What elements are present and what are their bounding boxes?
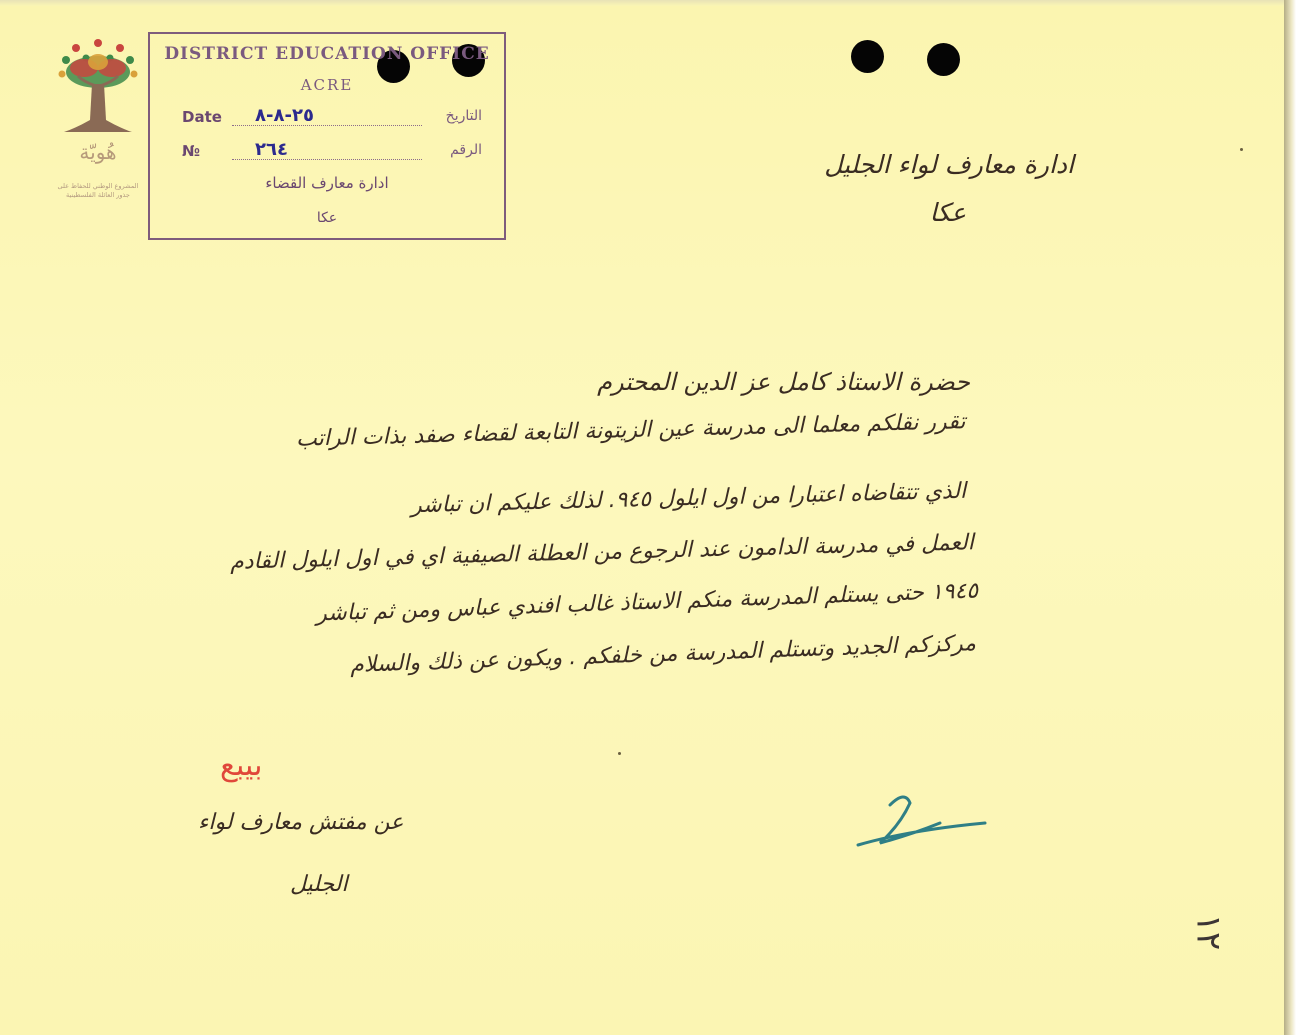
stamp-number-row <box>180 139 484 168</box>
paper-speck <box>618 752 621 755</box>
page-top-edge <box>0 0 1296 6</box>
logo-subtitle-line: جذور العائلة الفلسطينية <box>66 191 130 199</box>
office-stamp <box>148 32 506 240</box>
letter-header-city: عكا <box>929 198 966 227</box>
stamp-date-value: ٢٥-٨-٨ <box>255 105 314 126</box>
letter-header-office: ادارة معارف لواء الجليل <box>824 150 1074 179</box>
letter-body-line: الذي تتقاضاه اعتبارا من اول ايلول ٩٤٥. لذلك عليكم ان تباشر <box>410 478 967 519</box>
stamp-number-value: ٢٦٤ <box>255 139 288 160</box>
logo-name: هُويّة <box>79 140 117 164</box>
stamp-title: DISTRICT EDUCATION OFFICE <box>164 44 490 64</box>
signatory-district: الجليل <box>290 872 348 897</box>
stamp-city: ACRE <box>300 76 354 94</box>
stamp-number-label: № <box>182 142 201 160</box>
letter-body-line: تقرر نقلكم معلما الى مدرسة عين الزيتونة التابعة لقضاء صفد بذات الراتب <box>296 409 967 452</box>
stamp-city-arabic: عكا <box>316 210 338 226</box>
red-ink-mark: بيبع <box>220 748 263 783</box>
punch-hole <box>851 40 884 73</box>
logo-subtitle <box>40 182 156 200</box>
stamp-date-label: Date <box>182 108 222 126</box>
page-right-edge <box>1284 0 1296 1035</box>
paper-speck <box>1240 148 1243 151</box>
letter-salutation: حضرة الاستاذ كامل عز الدين المحترم <box>597 368 970 396</box>
handwritten-signature <box>850 785 990 855</box>
stamp-office-arabic: ادارة معارف القضاء <box>265 174 389 192</box>
stamp-date-row <box>180 105 484 134</box>
signatory-title: عن مفتش معارف لواء <box>198 810 404 835</box>
letter-body-line: مركزكم الجديد وتستلم المدرسة من خلفكم . ويكون عن ذلك والسلام <box>349 631 977 678</box>
folio-number: ١٢ <box>1188 913 1229 951</box>
letter-body-line: ١٩٤٥ حتى يستلم المدرسة منكم الاستاذ غالب افندي عباس ومن ثم تباشر <box>315 578 979 627</box>
logo-subtitle-line: المشروع الوطني للحفاظ على <box>57 182 139 190</box>
letter-body-line: العمل في مدرسة الدامون عند الرجوع من العطلة الصيفية اي في اول ايلول القادم <box>229 530 975 575</box>
hawiyya-logo <box>40 36 156 216</box>
family-tree-icon <box>40 36 156 136</box>
stamp-date-label-arabic: التاريخ <box>445 108 482 124</box>
punch-hole <box>927 43 960 76</box>
stamp-number-label-arabic: الرقم <box>450 142 482 158</box>
